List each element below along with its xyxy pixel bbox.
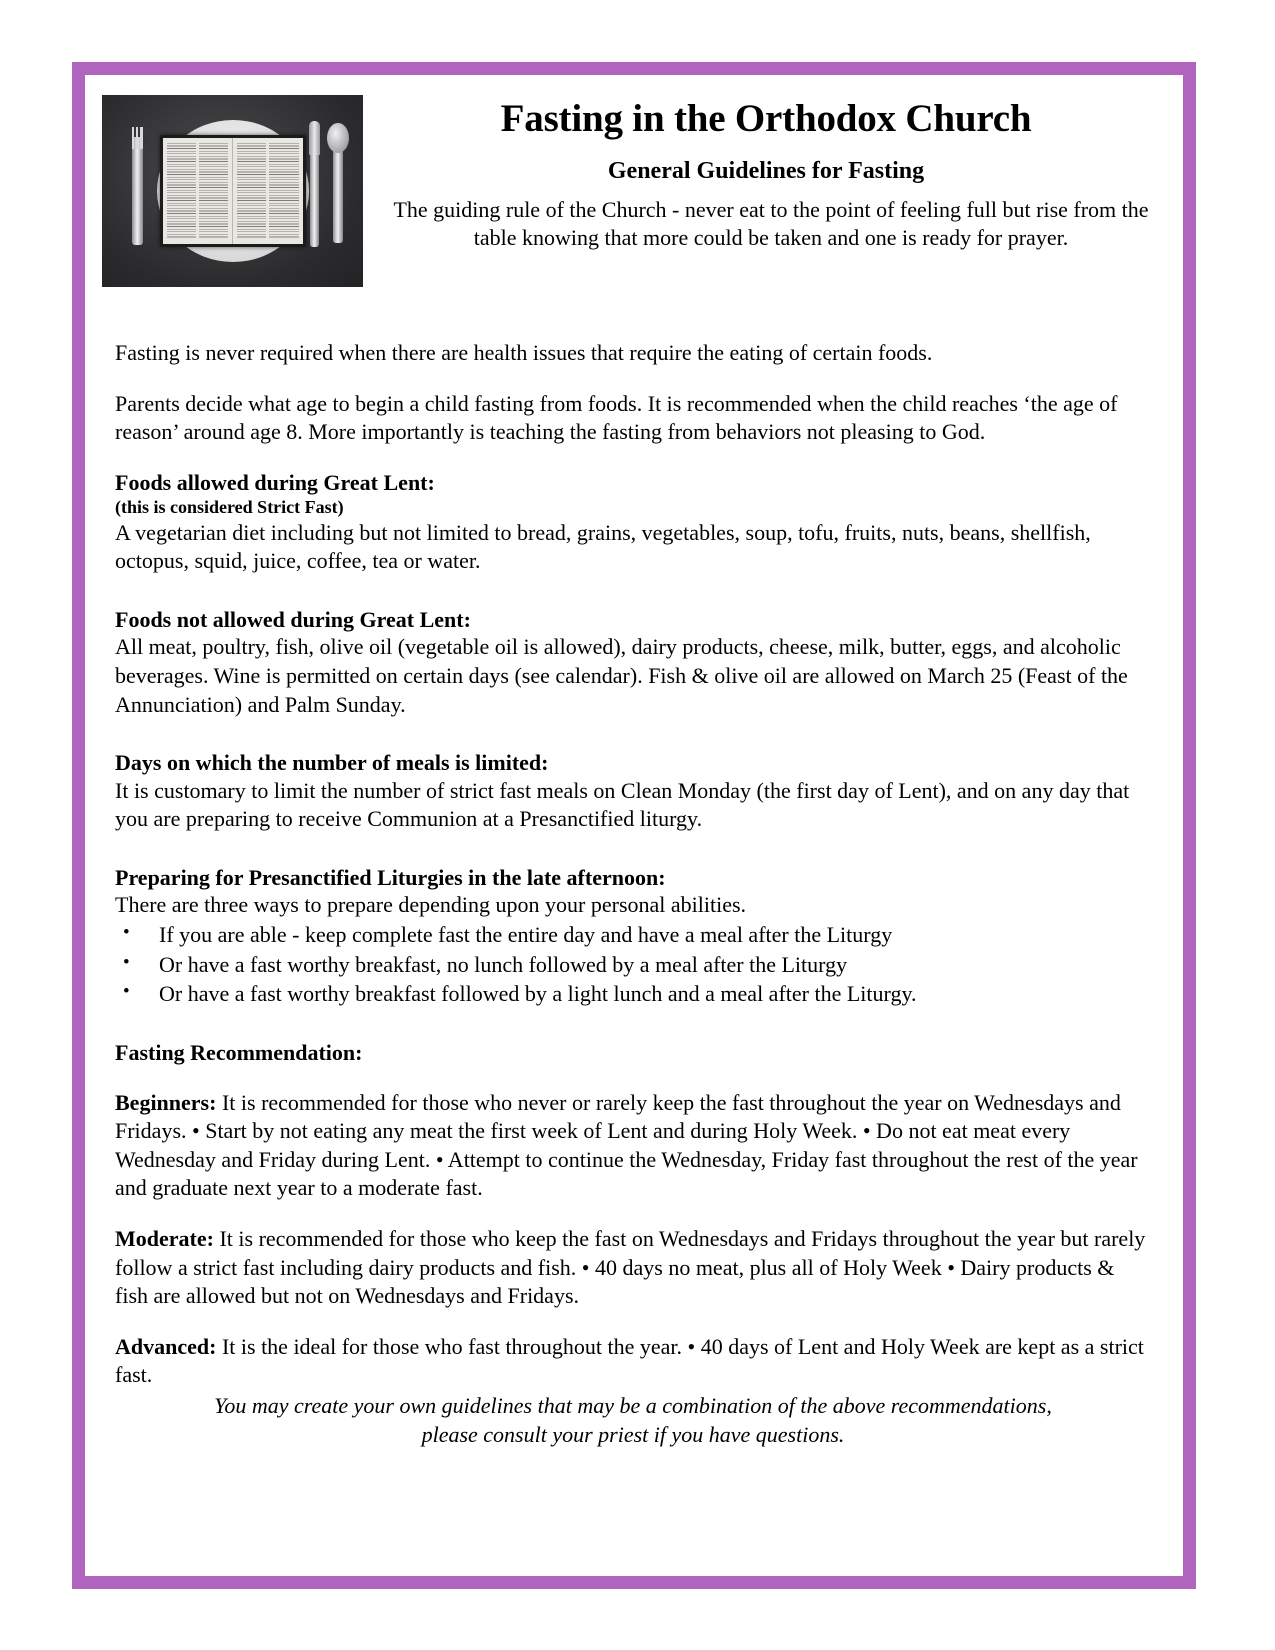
recommendation-advanced: [115, 1333, 1151, 1390]
recommendation-level-label: Moderate:: [115, 1225, 214, 1251]
open-bible-shape: [160, 135, 306, 247]
list-item-label: Or have a fast worthy breakfast followed by a light lunch and a meal after the Liturgy.: [159, 981, 917, 1007]
recommendation-level-text: It is the ideal for those who fast throughout the year. • 40 days of Lent and Holy Week are kept as a strict fast.: [115, 1333, 1144, 1388]
section-heading: Days on which the number of meals is limited:: [115, 750, 549, 776]
recommendation-level-label: Advanced:: [115, 1333, 217, 1359]
page-title: Fasting in the Orthodox Church: [500, 97, 1032, 140]
intro-paragraph-1: Fasting is never required when there are health issues that require the eating of certain foods.: [115, 340, 933, 365]
list-item: [115, 950, 1151, 980]
spoon-icon: [333, 139, 343, 243]
list-item-label: If you are able - keep complete fast the entire day and have a meal after the Liturgy: [159, 922, 893, 948]
list-item-label: Or have a fast worthy breakfast, no lunch followed by a meal after the Liturgy: [159, 951, 848, 977]
section-heading: Preparing for Presanctified Liturgies in the late afternoon:: [115, 864, 666, 890]
bullet-icon: •: [123, 922, 130, 944]
section-body: There are three ways to prepare depending upon your personal abilities.: [115, 892, 747, 918]
bible-left-page: [163, 138, 234, 244]
list-item: [115, 920, 1151, 950]
recommendation-beginners: [115, 1089, 1151, 1203]
closing-note-line-1: You may create your own guidelines that may be a combination of the above recommendations,: [214, 1392, 1052, 1418]
section-foods-allowed: [115, 469, 1151, 576]
list-item: [115, 979, 1151, 1009]
section-heading: Foods not allowed during Great Lent:: [115, 606, 471, 632]
section-fasting-recommendation: [115, 1039, 1151, 1449]
page-subtitle: General Guidelines for Fasting: [607, 157, 925, 184]
guiding-rule-text: The guiding rule of the Church - never eat to the point of feeling full but rise from the table knowing that more could be taken and one is ready for prayer.: [393, 197, 1149, 251]
recommendation-level-text: It is recommended for those who never or rarely keep the fast throughout the year on Wednesdays and Fridays. • Start by not eating any meat the first week of Lent and during Holy Week. • Do not eat meat every Wednesday and Friday during Lent. • Attempt to continue the Wednesday, Friday fast throughout the rest of the year and graduate next year to a moderate fast.: [115, 1089, 1138, 1201]
section-days-meals-limited: [115, 749, 1151, 834]
section-body: All meat, poultry, fish, olive oil (vegetable oil is allowed), dairy products, cheese, milk, butter, eggs, and alcoholic beverages. Wine is permitted on certain days (see calendar). Fish & olive oil are allowed on March 25 (Feast of the Annunciation) and Palm Sunday.: [115, 634, 1128, 717]
preparation-bullet-list: [115, 920, 1151, 1009]
section-body: It is customary to limit the number of strict fast meals on Clean Monday (the first day of Lent), and on any day that you are preparing to receive Communion at a Presanctified liturgy.: [115, 777, 1130, 832]
recommendation-level-text: It is recommended for those who keep the fast on Wednesdays and Fridays throughout the year but rarely follow a strict fast including dairy products and fish. • 40 days no meat, plus all of Holy Week • Dairy products & fish are allowed but not on Wednesdays and Fridays.: [115, 1225, 1146, 1309]
recommendation-level-label: Beginners:: [115, 1089, 217, 1115]
document-header: [99, 93, 1161, 287]
section-body: A vegetarian diet including but not limited to bread, grains, vegetables, soup, tofu, fruits, nuts, beans, shellfish, octopus, squid, juice, coffee, tea or water.: [115, 519, 1091, 574]
section-heading: Foods allowed during Great Lent:: [115, 469, 435, 495]
knife-blade: [309, 121, 320, 155]
knife-icon: [310, 135, 319, 247]
document-body: [99, 339, 1161, 1449]
section-heading: Fasting Recommendation:: [115, 1040, 363, 1066]
fork-icon: [132, 137, 143, 245]
section-presanctified-preparation: [115, 864, 1151, 1009]
bible-right-page: [233, 138, 303, 244]
fork-tines: [132, 127, 143, 149]
closing-note: [115, 1392, 1151, 1449]
spoon-bowl: [327, 123, 349, 153]
page-content: [85, 75, 1183, 1576]
bullet-icon: •: [123, 951, 130, 973]
intro-paragraph-2: Parents decide what age to begin a child fasting from foods. It is recommended when the child reaches ‘the age of reason’ around age 8. More importantly is teaching the fasting from behaviors not pleasing to God.: [115, 390, 1118, 445]
recommendation-moderate: [115, 1225, 1151, 1311]
decorative-purple-frame: [72, 62, 1196, 1589]
closing-note-line-2: please consult your priest if you have questions.: [421, 1421, 845, 1447]
section-foods-not-allowed: [115, 606, 1151, 719]
bible-place-setting-photo: [102, 95, 363, 287]
section-subheading: (this is considered Strict Fast): [115, 497, 344, 518]
bullet-icon: •: [123, 981, 130, 1003]
header-text-block: [363, 93, 1161, 253]
